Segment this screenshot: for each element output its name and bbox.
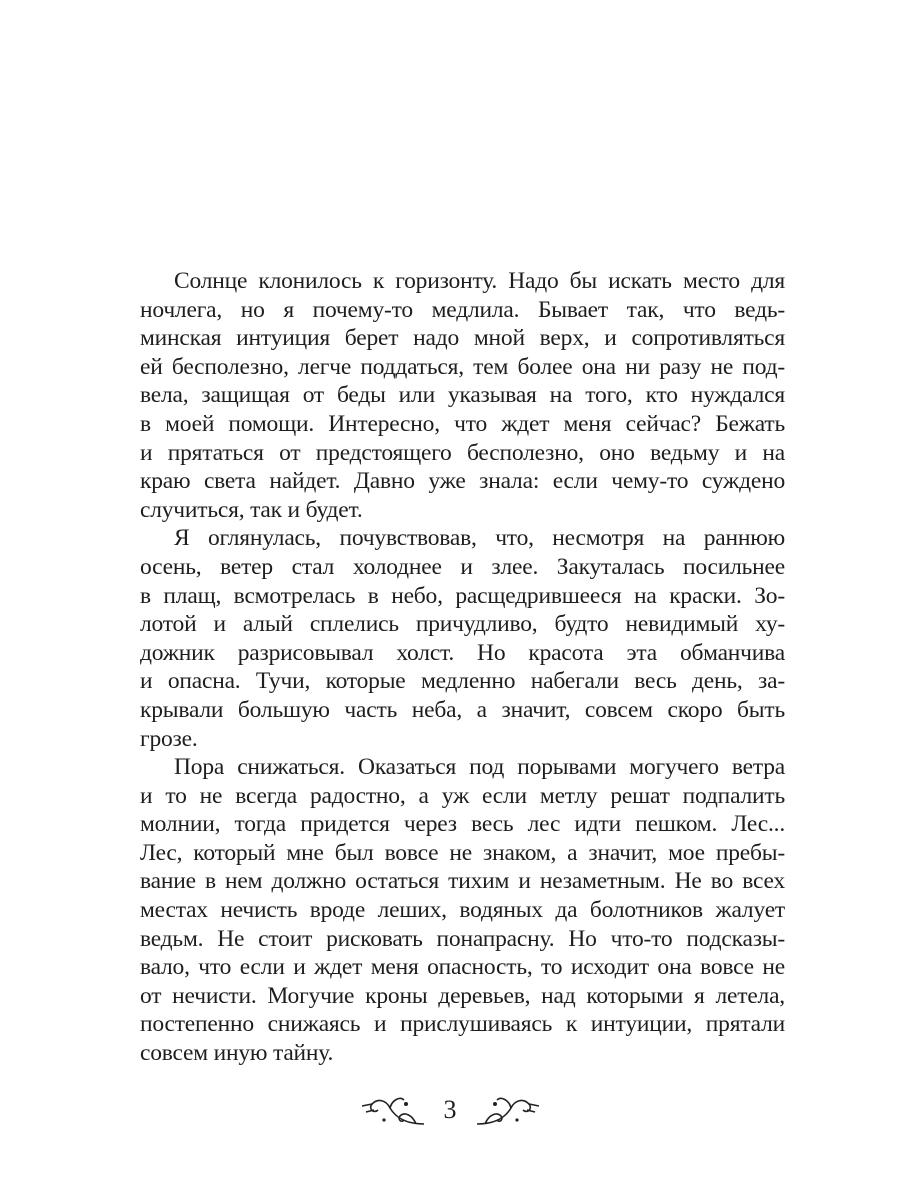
- paragraph: [140, 524, 785, 753]
- text-line: Лес, который мне был вовсе не знаком, а значит, мое пребы-: [140, 839, 785, 866]
- text-line: Пора снижаться. Оказаться под порывами могучего ветра: [174, 754, 785, 781]
- text-line: постепенно снижаясь и прислушиваясь к интуиции, прятали: [140, 1011, 785, 1038]
- page-number: 3: [443, 1095, 457, 1124]
- text-line: от нечисти. Могучие кроны деревьев, над которыми я летела,: [140, 982, 785, 1009]
- text-line: в моей помощи. Интересно, что ждет меня сейчас? Бежать: [140, 410, 785, 437]
- floral-ornament-left-icon: [356, 1090, 426, 1130]
- paragraph: [140, 753, 785, 1068]
- text-line: случиться, так и будет.: [140, 496, 363, 523]
- text-line: вало, что если и ждет меня опасность, то исходит она вовсе не: [140, 954, 785, 981]
- text-line: грозе.: [140, 725, 198, 752]
- text-line: ведьм. Не стоит рисковать понапрасну. Но что-то подсказы-: [140, 925, 785, 952]
- text-line: Солнце клонилось к горизонту. Надо бы искать место для: [174, 268, 785, 294]
- text-line: дожник разрисовывал холст. Но красота эта обманчива: [140, 639, 785, 666]
- page-footer: [0, 1090, 900, 1130]
- text-line: краю света найдет. Давно уже знала: если чему-то суждено: [140, 468, 785, 495]
- text-line: и то не всегда радостно, а уж если метлу решат подпалить: [140, 782, 785, 809]
- text-line: вела, защищая от беды или указывая на того, кто нуждался: [140, 382, 785, 409]
- text-line: ей бесполезно, легче поддаться, тем более она ни разу не под-: [140, 353, 785, 380]
- text-line: и прятаться от предстоящего бесполезно, оно ведьму и на: [140, 439, 785, 466]
- text-line: ночлега, но я почему-то медлила. Бывает так, что ведь-: [140, 296, 785, 323]
- text-line: совсем иную тайну.: [140, 1040, 334, 1067]
- text-line: минская интуиция берет надо мной верх, и сопротивляться: [140, 325, 785, 352]
- paragraph: [140, 267, 785, 524]
- text-line: вание в нем должно остаться тихим и незаметным. Не во всех: [140, 868, 785, 895]
- text-line: крывали большую часть неба, а значит, совсем скоро быть: [140, 696, 785, 723]
- floral-ornament-right-icon: [475, 1090, 545, 1130]
- text-line: в плащ, всмотрелась в небо, расщедрившееся на краски. Зо-: [140, 582, 785, 609]
- text-line: осень, ветер стал холоднее и злее. Закуталась посильнее: [140, 553, 785, 580]
- text-line: и опасна. Тучи, которые медленно набегали весь день, за-: [140, 668, 785, 695]
- body-text: [140, 267, 785, 1068]
- text-line: лотой и алый сплелись причудливо, будто невидимый ху-: [140, 611, 785, 638]
- text-line: Я оглянулась, почувствовав, что, несмотря на раннюю: [174, 525, 785, 552]
- text-line: молнии, тогда придется через весь лес идти пешком. Лес...: [140, 811, 785, 838]
- text-line: местах нечисть вроде леших, водяных да болотников жалует: [140, 897, 785, 924]
